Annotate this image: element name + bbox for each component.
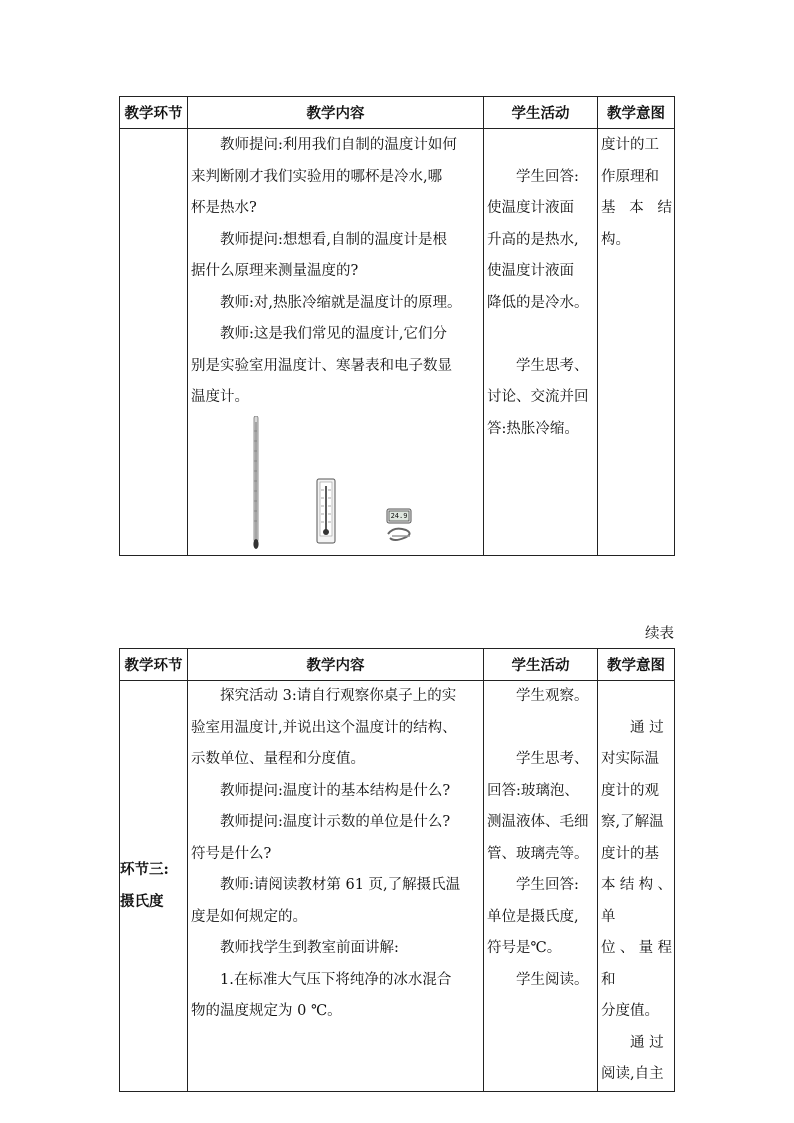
content-line: 教师提问:想想看,自制的温度计是根 xyxy=(220,231,447,248)
body-row xyxy=(120,129,675,556)
intent-line: 阅读,自主 xyxy=(601,1066,664,1082)
header-content: 教学内容 xyxy=(188,97,484,129)
header-row xyxy=(120,649,675,681)
lab-thermometer-image xyxy=(248,416,264,550)
student-line: 学生阅读。 xyxy=(516,971,589,988)
digital-display-readout: 24.9 xyxy=(390,511,408,520)
stage-line: 摄氏度 xyxy=(120,892,164,910)
content-line: 物的温度规定为 0 ℃。 xyxy=(191,1003,342,1019)
wall-thermometer-image xyxy=(316,478,336,544)
student-line: 学生思考、 xyxy=(516,357,589,374)
student-line: 管、玻璃壳等。 xyxy=(487,845,589,862)
content-line: 杯是热水? xyxy=(191,200,257,216)
intent-line: 对实际温 xyxy=(601,751,659,767)
content-cell xyxy=(188,681,484,1092)
content-line: 来判断刚才我们实验用的哪杯是冷水,哪 xyxy=(191,168,443,185)
intent-line: 察,了解温 xyxy=(601,814,664,830)
student-line: 单位是摄氏度, xyxy=(487,908,579,925)
student-line: 回答:玻璃泡、 xyxy=(487,782,579,799)
header-student: 学生活动 xyxy=(484,649,598,681)
student-activity-cell xyxy=(484,681,598,1092)
intent-line: 通 过 xyxy=(630,1034,664,1051)
student-line: 使温度计液面 xyxy=(487,200,574,216)
intent-line: 基本结构。 xyxy=(601,200,672,248)
content-line: 教师提问:温度计示数的单位是什么? xyxy=(220,814,451,830)
intent-line: 度计的基 xyxy=(601,845,659,862)
content-line: 1.在标准大气压下将纯净的冰水混合 xyxy=(220,971,452,988)
student-line: 学生思考、 xyxy=(516,751,589,767)
body-row xyxy=(120,681,675,1092)
student-line: 答:热胀冷缩。 xyxy=(487,420,579,437)
student-line: 学生观察。 xyxy=(516,688,589,704)
student-line: 符号是℃。 xyxy=(487,940,562,956)
header-stage: 教学环节 xyxy=(120,97,188,129)
content-line: 别是实验室用温度计、寒暑表和电子数显 xyxy=(191,357,452,374)
digital-thermometer-image xyxy=(384,508,420,548)
content-line: 教师找学生到教室前面讲解: xyxy=(220,940,399,956)
header-content: 教学内容 xyxy=(188,649,484,681)
intent-line: 度计的观 xyxy=(601,782,659,799)
student-activity-cell xyxy=(484,129,598,556)
intent-line: 通 过 xyxy=(630,719,664,736)
student-line: 使温度计液面 xyxy=(487,263,574,279)
content-line: 符号是什么? xyxy=(191,845,272,862)
content-line: 教师提问:温度计的基本结构是什么? xyxy=(220,782,451,799)
header-intent: 教学意图 xyxy=(598,97,675,129)
content-line: 示数单位、量程和分度值。 xyxy=(191,751,365,767)
intent-line: 位、量程和 xyxy=(601,940,672,988)
content-line: 度是如何规定的。 xyxy=(191,908,307,925)
intent-line: 作原理和 xyxy=(601,168,659,185)
intent-line: 度计的工 xyxy=(601,137,659,153)
student-line: 测温液体、毛细 xyxy=(487,814,589,830)
student-line: 学生回答: xyxy=(516,877,579,893)
student-line: 降低的是冷水。 xyxy=(487,294,589,311)
content-cell xyxy=(188,129,484,556)
continued-table-label: 续表 xyxy=(645,626,674,642)
intent-line: 本结构、单 xyxy=(601,877,672,925)
lesson-table-2 xyxy=(119,648,675,1092)
header-stage: 教学环节 xyxy=(120,649,188,681)
content-line: 教师:对,热胀冷缩就是温度计的原理。 xyxy=(220,294,462,311)
intent-cell xyxy=(598,681,675,1092)
content-line: 教师提问:利用我们自制的温度计如何 xyxy=(220,137,457,153)
stage-cell xyxy=(120,129,188,556)
header-student: 学生活动 xyxy=(484,97,598,129)
content-line: 据什么原理来测量温度的? xyxy=(191,263,359,279)
thermometer-images xyxy=(188,414,483,554)
intent-line: 分度值。 xyxy=(601,1003,659,1019)
header-intent: 教学意图 xyxy=(598,649,675,681)
content-line: 验室用温度计,并说出这个温度计的结构、 xyxy=(191,719,457,736)
lesson-table-1 xyxy=(119,96,675,556)
student-line: 讨论、交流并回 xyxy=(487,389,589,405)
intent-cell xyxy=(598,129,675,556)
stage-line: 环节三: xyxy=(120,861,169,879)
stage-cell xyxy=(120,681,188,1092)
content-line: 探究活动 3:请自行观察你桌子上的实 xyxy=(220,688,457,704)
header-row xyxy=(120,97,675,129)
content-line: 温度计。 xyxy=(191,389,249,405)
student-line: 学生回答: xyxy=(516,168,579,185)
content-line: 教师:请阅读教材第 61 页,了解摄氏温 xyxy=(220,877,461,893)
content-line: 教师:这是我们常见的温度计,它们分 xyxy=(220,326,447,342)
student-line: 升高的是热水, xyxy=(487,231,579,248)
